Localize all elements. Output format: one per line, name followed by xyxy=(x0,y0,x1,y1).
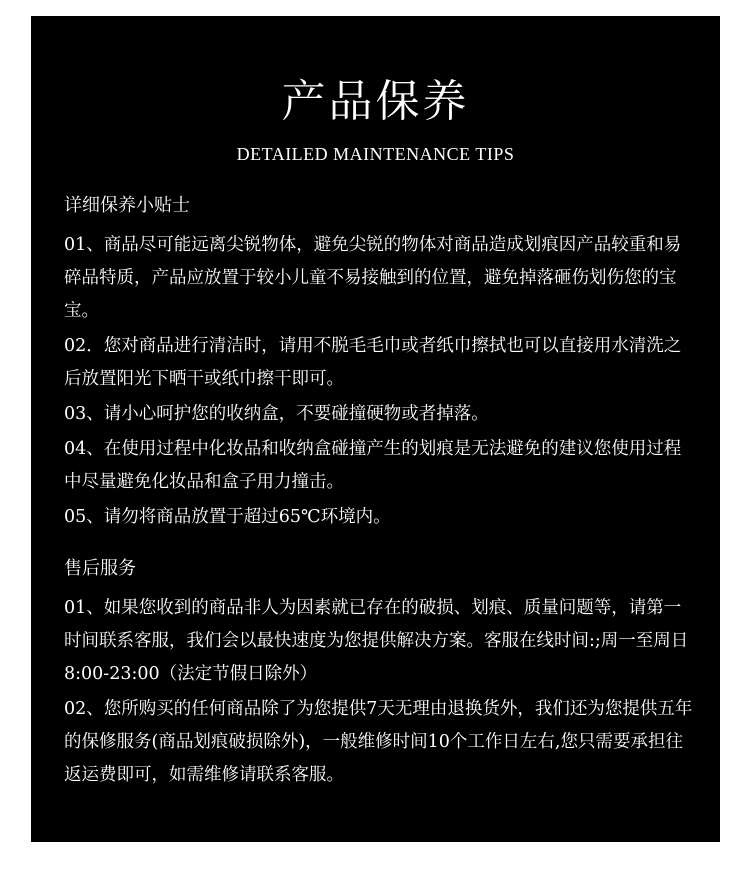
maintenance-item: 03、请小心呵护您的收纳盒，不要碰撞硬物或者掉落。 xyxy=(64,404,489,424)
maintenance-item: 02．您对商品进行清洁时，请用不脱毛毛巾或者纸巾擦拭也可以直接用水清洗之后放置阳光下晒干或纸巾擦干即可。 xyxy=(64,336,682,389)
content-body xyxy=(64,191,694,794)
page-title: 产品保养 xyxy=(281,76,470,127)
maintenance-section xyxy=(64,191,694,534)
maintenance-item: 05、请勿将商品放置于超过65℃环境内。 xyxy=(64,507,391,527)
maintenance-item: 01、商品尽可能远离尖锐物体，避免尖锐的物体对商品造成划痕因产品较重和易碎品特质，产品应放置于较小儿童不易接触到的位置，避免掉落砸伤划伤您的宝宝。 xyxy=(64,235,682,321)
maintenance-heading: 详细保养小贴士 xyxy=(64,195,190,216)
after-sales-heading: 售后服务 xyxy=(64,558,136,579)
maintenance-item: 04、在使用过程中化妆品和收纳盒碰撞产生的划痕是无法避免的建议您使用过程中尽量避免化妆品和盒子用力撞击。 xyxy=(64,439,682,492)
after-sales-section xyxy=(64,554,694,792)
after-sales-item: 02、您所购买的任何商品除了为您提供7天无理由退换货外，我们还为您提供五年的保修服务(商品划痕破损除外)，一般维修时间10个工作日左右,您只需要承担往返运费即可，如需维修请联系客服。 xyxy=(64,699,693,785)
maintenance-panel xyxy=(31,16,720,842)
page-subtitle: DETAILED MAINTENANCE TIPS xyxy=(236,144,515,164)
after-sales-item: 01、如果您收到的商品非人为因素就已存在的破损、划痕、质量问题等，请第一时间联系客服，我们会以最快速度为您提供解决方案。客服在线时间:;周一至周日8:00-23:00（法定节假日除外） xyxy=(64,598,689,684)
